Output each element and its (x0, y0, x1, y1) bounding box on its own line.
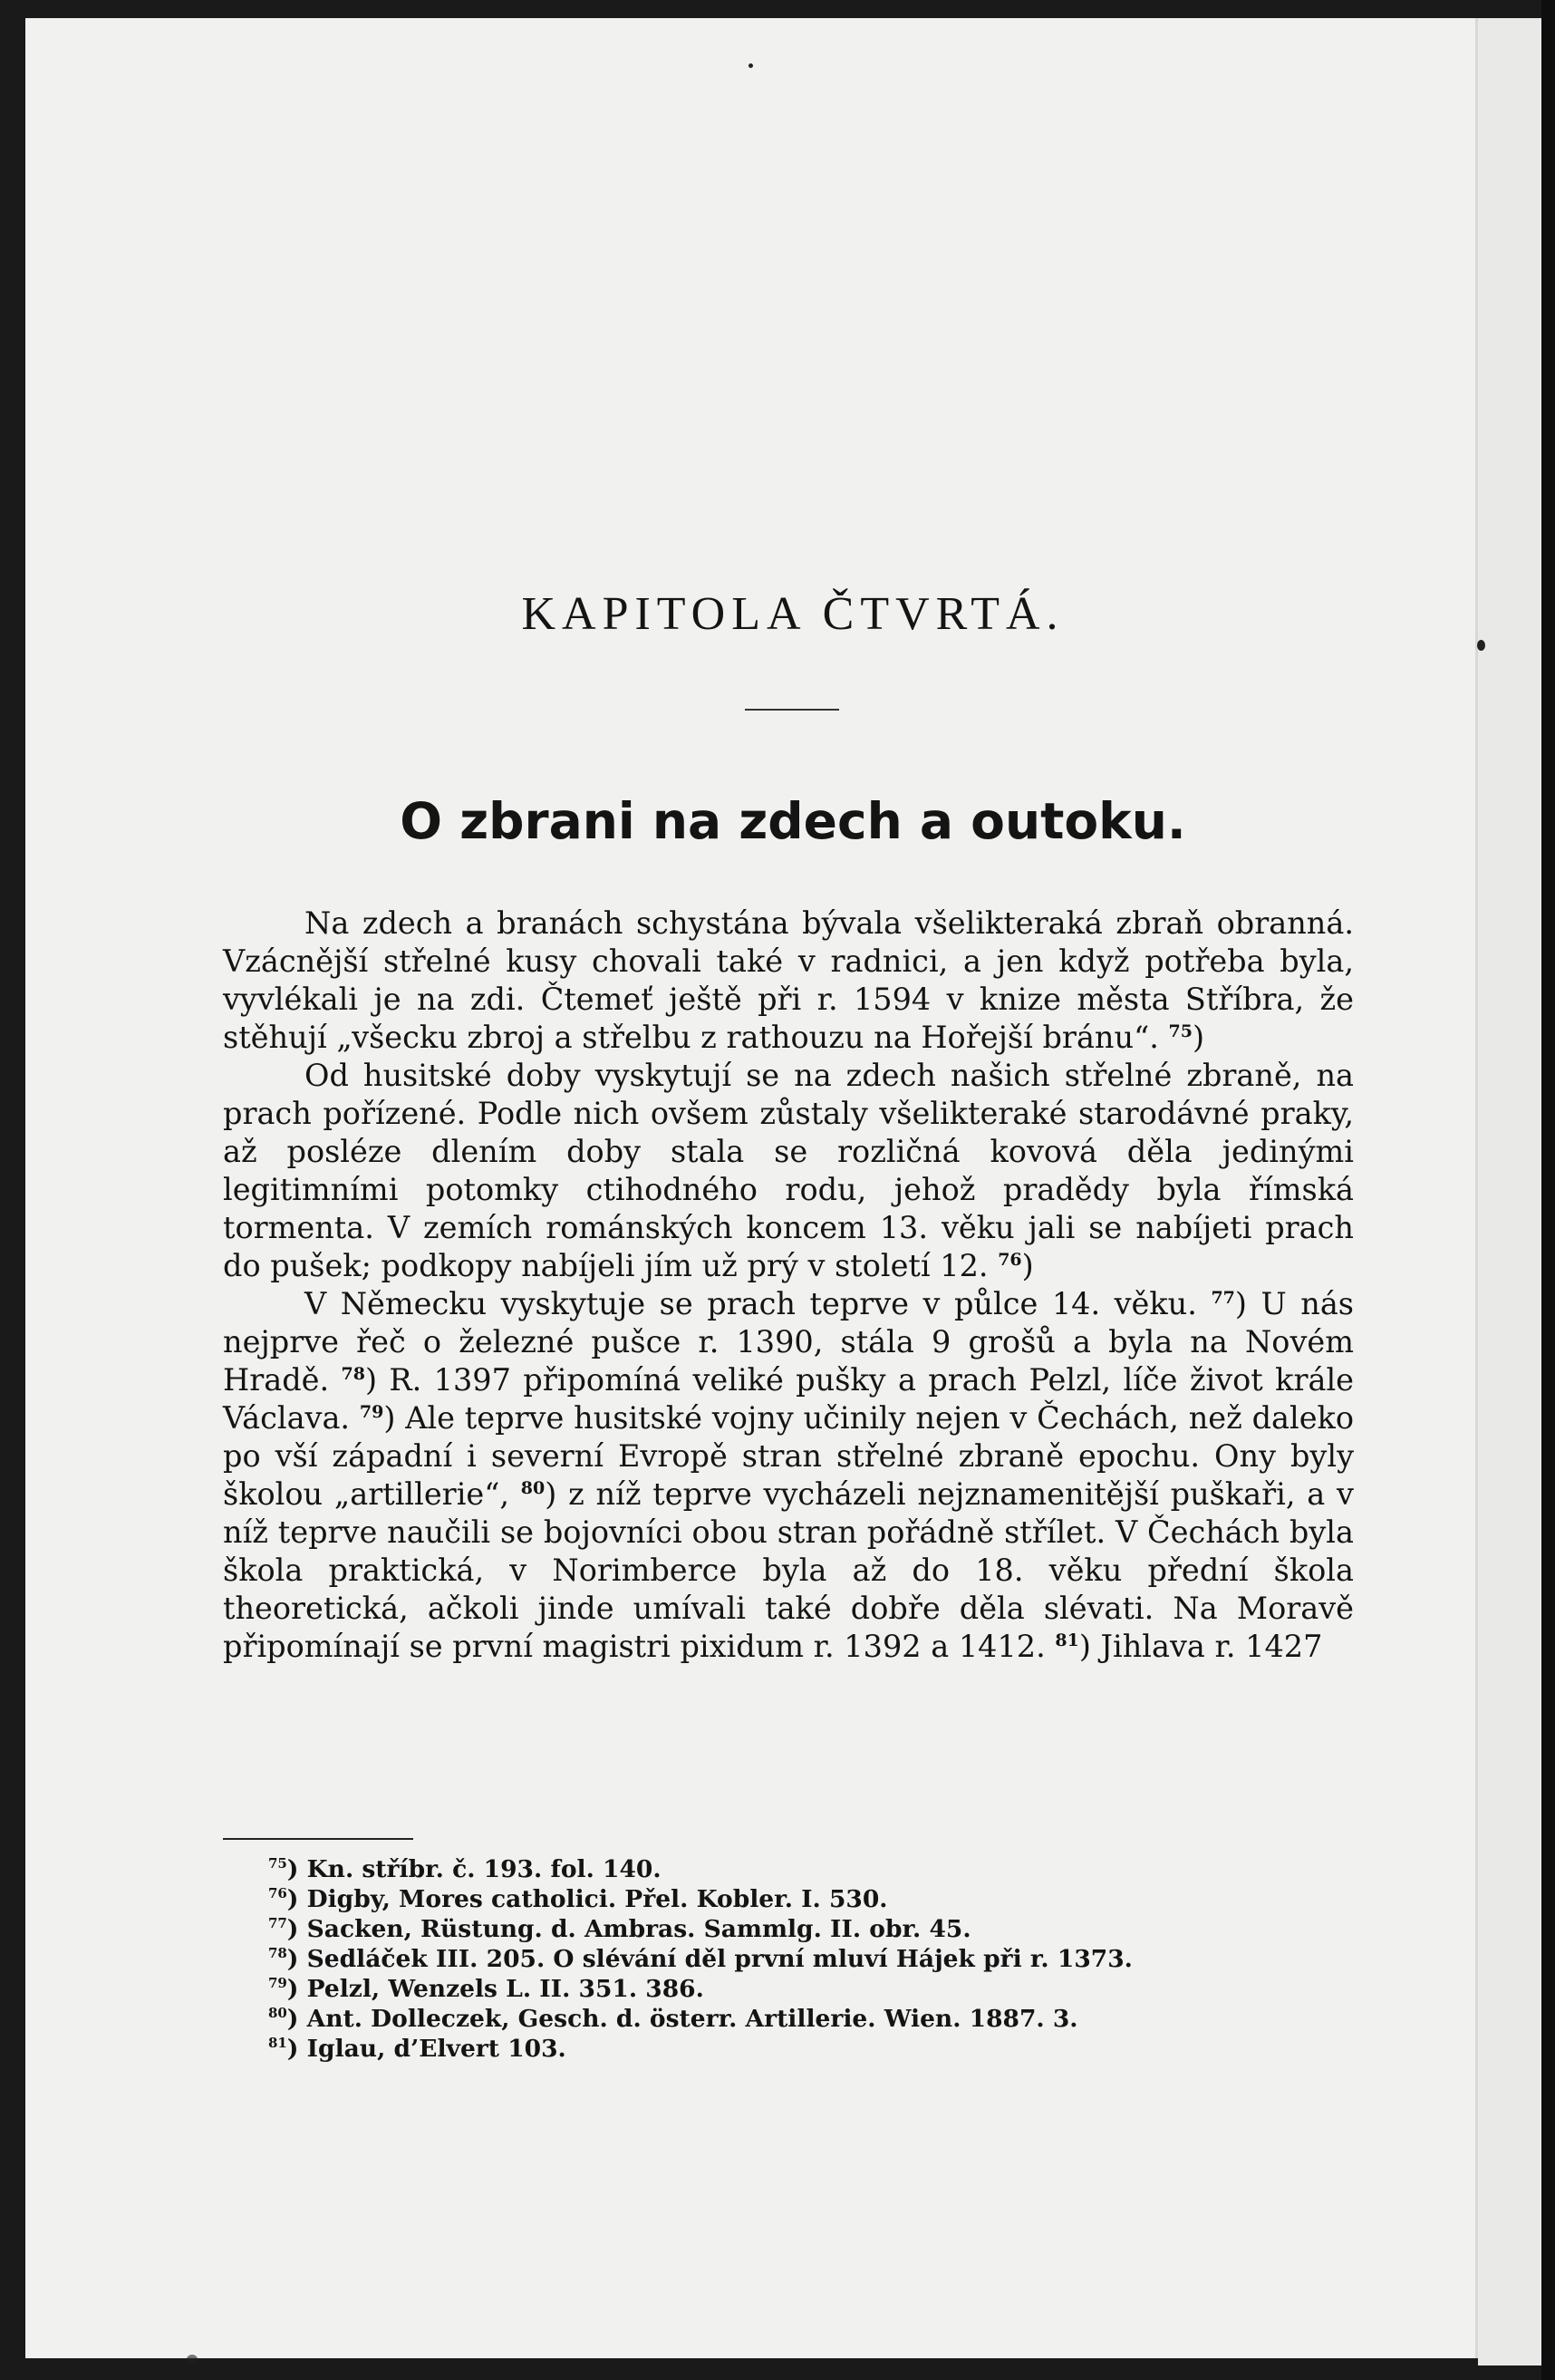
footnote-number: 79 (268, 1975, 287, 1992)
footnotes (268, 1854, 1356, 2064)
footnote-number: 78 (268, 1945, 287, 1962)
footnote-item (268, 2034, 1356, 2064)
text-run: Na zdech a branách schystána bývala všelikteraká zbraň obranná. Vzácnější střelné kusy chovali také v radnici, a jen když potřeba byla, vyvlékali je na zdi. Čtemeť ještě při r. 1594 v knize města Stříbra, že stěhují „všecku zbroj a střelbu z rathouzu na Hořejší bránu“. (223, 905, 1354, 1055)
footnote-text: ) Ant. Dolleczek, Gesch. d. österr. Artillerie. Wien. 1887. 3. (286, 2005, 1078, 2033)
footnote-text: ) Kn. stříbr. č. 193. fol. 140. (286, 1855, 662, 1883)
footnote-item (268, 1944, 1356, 1974)
footnote-ref: 77 (1211, 1287, 1235, 1308)
footnote-ref: 79 (359, 1401, 384, 1422)
text-run: ) Ale teprve husitské vojny učinily nejen v Čechách, než daleko po vší západní i severní Evropě stran střelné zbraně epochu. Ony byly školou „artillerie“, (223, 1400, 1354, 1512)
text-run: ) (1021, 1248, 1034, 1283)
text-run: Od husitské doby vyskytují se na zdech našich střelné zbraně, na prach pořízené. Podle nich ovšem zůstaly všelikteraké starodávné praky, až posléze dlením doby stala se rozličná kovová děla jedinými legitimními potomky ctihodného rodu, jehož pradědy byla římská tormenta. V zemích románských koncem 13. věku jali se nabíjeti prach do pušek; podkopy nabíjeli jím už prý v století 12. (223, 1058, 1354, 1283)
text-run: ) z níž teprve vycházeli nejznamenitější puškaři, a v níž teprve naučili se bojovníci obou stran pořádně střílet. V Čechách byla škola praktická, v Norimberce byla až do 18. věku přední škola theoretická, ačkoli jinde umívali také dobře děla slévati. Na Moravě připomínají se první magistri pixidum r. 1392 a 1412. (223, 1476, 1354, 1664)
footnote-item (268, 1884, 1356, 1914)
footnote-number: 77 (268, 1915, 287, 1932)
footnote-divider (223, 1838, 413, 1840)
ink-speck (187, 2355, 198, 2364)
chapter-title: KAPITOLA ČTVRTÁ. (521, 588, 1065, 640)
footnote-number: 76 (268, 1885, 287, 1902)
text-run: ) U nás nejprve řeč o železné pušce r. 1390, stála 9 grošů a byla na Novém Hradě. (223, 1286, 1354, 1398)
footnote-ref: 76 (998, 1249, 1022, 1270)
footnote-text: ) Pelzl, Wenzels L. II. 351. 386. (286, 1975, 704, 2003)
body-text (223, 905, 1354, 1666)
scan-border (1541, 0, 1555, 2380)
footnote-text: ) Digby, Mores catholici. Přel. Kobler. I. 530. (286, 1885, 888, 1913)
text-run: ) Jihlava r. 1427 (1078, 1629, 1323, 1664)
footnote-item (268, 1914, 1356, 1944)
text-run: ) (1192, 1020, 1205, 1055)
ink-speck (1477, 640, 1485, 651)
ink-speck (749, 63, 753, 68)
title-divider (745, 709, 839, 711)
footnote-number: 81 (268, 2035, 287, 2052)
paragraph (223, 1057, 1354, 1285)
footnote-text: ) Iglau, d’Elvert 103. (286, 2035, 566, 2063)
footnote-number: 75 (268, 1855, 287, 1872)
footnote-ref: 81 (1055, 1630, 1079, 1650)
footnote-text: ) Sacken, Rüstung. d. Ambras. Sammlg. II. obr. 45. (286, 1915, 971, 1943)
footnote-ref: 78 (341, 1363, 365, 1384)
paragraph (223, 1285, 1354, 1666)
footnote-ref: 80 (520, 1477, 546, 1498)
section-title: O zbrani na zdech a outoku. (400, 792, 1186, 850)
paragraph (223, 905, 1354, 1057)
footnote-item (268, 2004, 1356, 2034)
footnote-item (268, 1974, 1356, 2004)
footnote-item (268, 1854, 1356, 1884)
page-edge-strip (1478, 18, 1541, 2365)
footnote-number: 80 (268, 2005, 287, 2022)
text-run: V Německu vyskytuje se prach teprve v půlce 14. věku. (304, 1286, 1212, 1321)
footnote-text: ) Sedláček III. 205. O slévání děl první mluví Hájek při r. 1373. (286, 1945, 1133, 1973)
text-run: ) R. 1397 připomíná veliké pušky a prach Pelzl, líče život krále Václava. (223, 1362, 1354, 1436)
footnote-ref: 75 (1168, 1021, 1193, 1041)
